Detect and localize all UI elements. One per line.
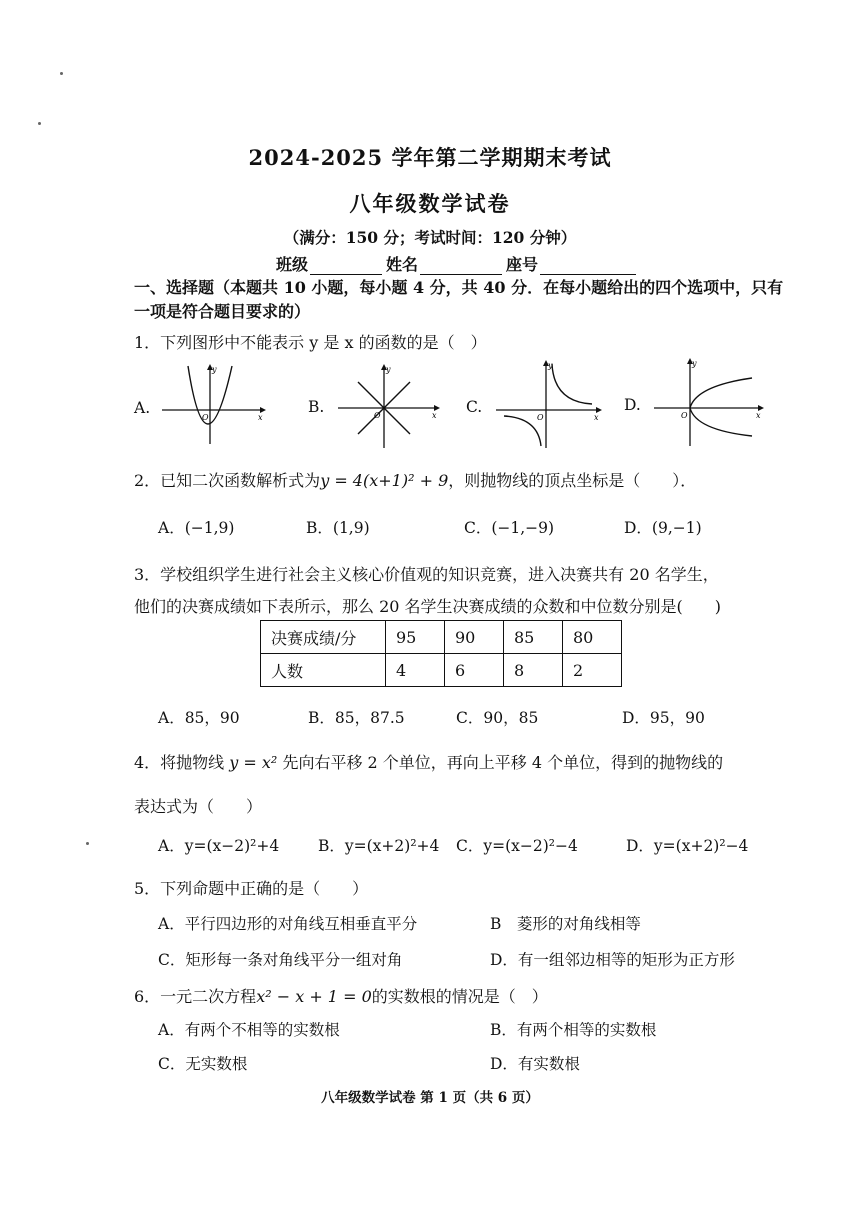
q6-stem-post: 的实数根的情况是（ ） — [371, 987, 548, 1006]
q3-option-d: D．95，90 — [622, 709, 705, 727]
q5-option-a: A．平行四边形的对角线互相垂直平分 — [158, 915, 418, 933]
q2-option-b: B．(1,9) — [306, 519, 370, 537]
q1-option-c-label: C. — [466, 398, 483, 416]
q2-stem-pre: 2．已知二次函数解析式为 — [134, 471, 321, 490]
table-row — [261, 654, 622, 687]
q4-option-c: C．y=(x−2)²−4 — [456, 837, 578, 855]
q6-option-c: C．无实数根 — [158, 1055, 248, 1073]
seat-field[interactable] — [540, 256, 636, 275]
q4-option-a: A．y=(x−2)²+4 — [158, 837, 280, 855]
score-table — [260, 620, 622, 687]
student-info-line — [276, 252, 640, 275]
q4-stem-post: 先向右平移 2 个单位，再向上平移 4 个单位，得到的抛物线的 — [282, 753, 724, 772]
question-6-stem — [134, 984, 548, 1007]
table-cell: 2 — [563, 654, 622, 687]
q1-graph-b-absolute — [336, 362, 440, 450]
q1-graph-c-hyperbola — [494, 358, 602, 450]
q4-option-b: B．y=(x+2)²+4 — [318, 837, 440, 855]
question-2-stem — [134, 468, 696, 491]
q3-option-c: C．90，85 — [456, 709, 539, 727]
table-cell: 90 — [445, 621, 504, 654]
table-cell: 6 — [445, 654, 504, 687]
table-cell: 85 — [504, 621, 563, 654]
table-cell: 80 — [563, 621, 622, 654]
q6-option-d: D．有实数根 — [490, 1055, 580, 1073]
q1-graph-a-parabola — [160, 362, 266, 446]
question-5-stem: 5．下列命题中正确的是（ ） — [134, 879, 369, 898]
scan-speck — [38, 122, 41, 125]
section-heading: 一、选择题（本题共 10 小题，每小题 4 分，共 40 分．在每小题给出的四个选项中，只有一项是符合题目要求的） — [134, 278, 784, 321]
question-1-stem: 1．下列图形中不能表示 y 是 x 的函数的是（ ） — [134, 333, 487, 352]
q4-stem-pre: 4．将抛物线 — [134, 753, 225, 772]
table-cell: 8 — [504, 654, 563, 687]
q2-option-a: A．(−1,9) — [158, 519, 235, 537]
exam-title: 2024-2025 学年第二学期期末考试 — [248, 145, 612, 170]
question-3-line-2: 他们的决赛成绩如下表所示，那么 20 名学生决赛成绩的众数和中位数分别是( ) — [134, 597, 722, 616]
name-field[interactable] — [420, 256, 502, 275]
class-field[interactable] — [310, 256, 382, 275]
table-row-header: 人数 — [261, 654, 386, 687]
table-cell: 4 — [386, 654, 445, 687]
q1-option-a-label: A. — [134, 399, 151, 417]
q1c-axis-x: x — [594, 413, 599, 422]
q5-option-d: D．有一组邻边相等的矩形为正方形 — [490, 951, 735, 969]
q2-option-c: C．(−1,−9) — [464, 519, 555, 537]
q6-option-a: A．有两个不相等的实数根 — [158, 1021, 340, 1039]
q1-option-d-label: D. — [624, 396, 641, 414]
q3-option-a: A．85，90 — [158, 709, 240, 727]
question-3-line-1: 3．学校组织学生进行社会主义核心价值观的知识竞赛，进入决赛共有 20 名学生， — [134, 565, 719, 584]
question-4-line-2: 表达式为（ ） — [134, 797, 263, 816]
q2-option-d: D．(9,−1) — [624, 519, 702, 537]
seat-label: 座号 — [506, 255, 539, 274]
q1d-axis-y: y — [692, 359, 697, 368]
table-cell: 95 — [386, 621, 445, 654]
table-row-header: 决赛成绩/分 — [261, 621, 386, 654]
score-info: （满分：150 分；考试时间：120 分钟） — [283, 228, 577, 247]
q5-option-b: B 菱形的对角线相等 — [490, 915, 641, 933]
exam-subtitle: 八年级数学试卷 — [349, 191, 511, 216]
page-footer: 八年级数学试卷 第 1 页（共 6 页） — [321, 1090, 539, 1106]
q1b-axis-y: y — [386, 365, 391, 374]
q2-formula: y = 4(x+1)² + 9 — [320, 471, 449, 490]
q1c-origin: O — [537, 413, 544, 422]
q3-option-b: B．85，87.5 — [308, 709, 405, 727]
q6-option-b: B．有两个相等的实数根 — [490, 1021, 657, 1039]
q6-stem-pre: 6．一元二次方程 — [134, 987, 257, 1006]
q1b-axis-x: x — [432, 411, 437, 420]
class-label: 班级 — [276, 255, 309, 274]
q1a-axis-x: x — [258, 413, 263, 422]
q4-option-d: D．y=(x+2)²−4 — [626, 837, 749, 855]
q1a-origin: O — [202, 413, 209, 422]
q1d-axis-x: x — [756, 411, 761, 420]
q1c-axis-y: y — [548, 361, 553, 370]
q1b-origin: O — [374, 411, 381, 420]
question-4-line-1 — [134, 750, 723, 773]
table-row — [261, 621, 622, 654]
q1a-axis-y: y — [212, 365, 217, 374]
q1-graph-d-sideways-parabola — [652, 356, 764, 448]
q1-option-b-label: B. — [308, 398, 325, 416]
q5-option-c: C．矩形每一条对角线平分一组对角 — [158, 951, 403, 969]
scan-speck — [60, 72, 63, 75]
q2-stem-post: ，则抛物线的顶点坐标是（ ）． — [448, 471, 697, 490]
name-label: 姓名 — [386, 255, 419, 274]
q1d-origin: O — [681, 411, 688, 420]
q4-formula: y = x² — [229, 753, 278, 772]
scan-speck — [86, 842, 89, 845]
q6-formula: x² − x + 1 = 0 — [256, 987, 372, 1006]
